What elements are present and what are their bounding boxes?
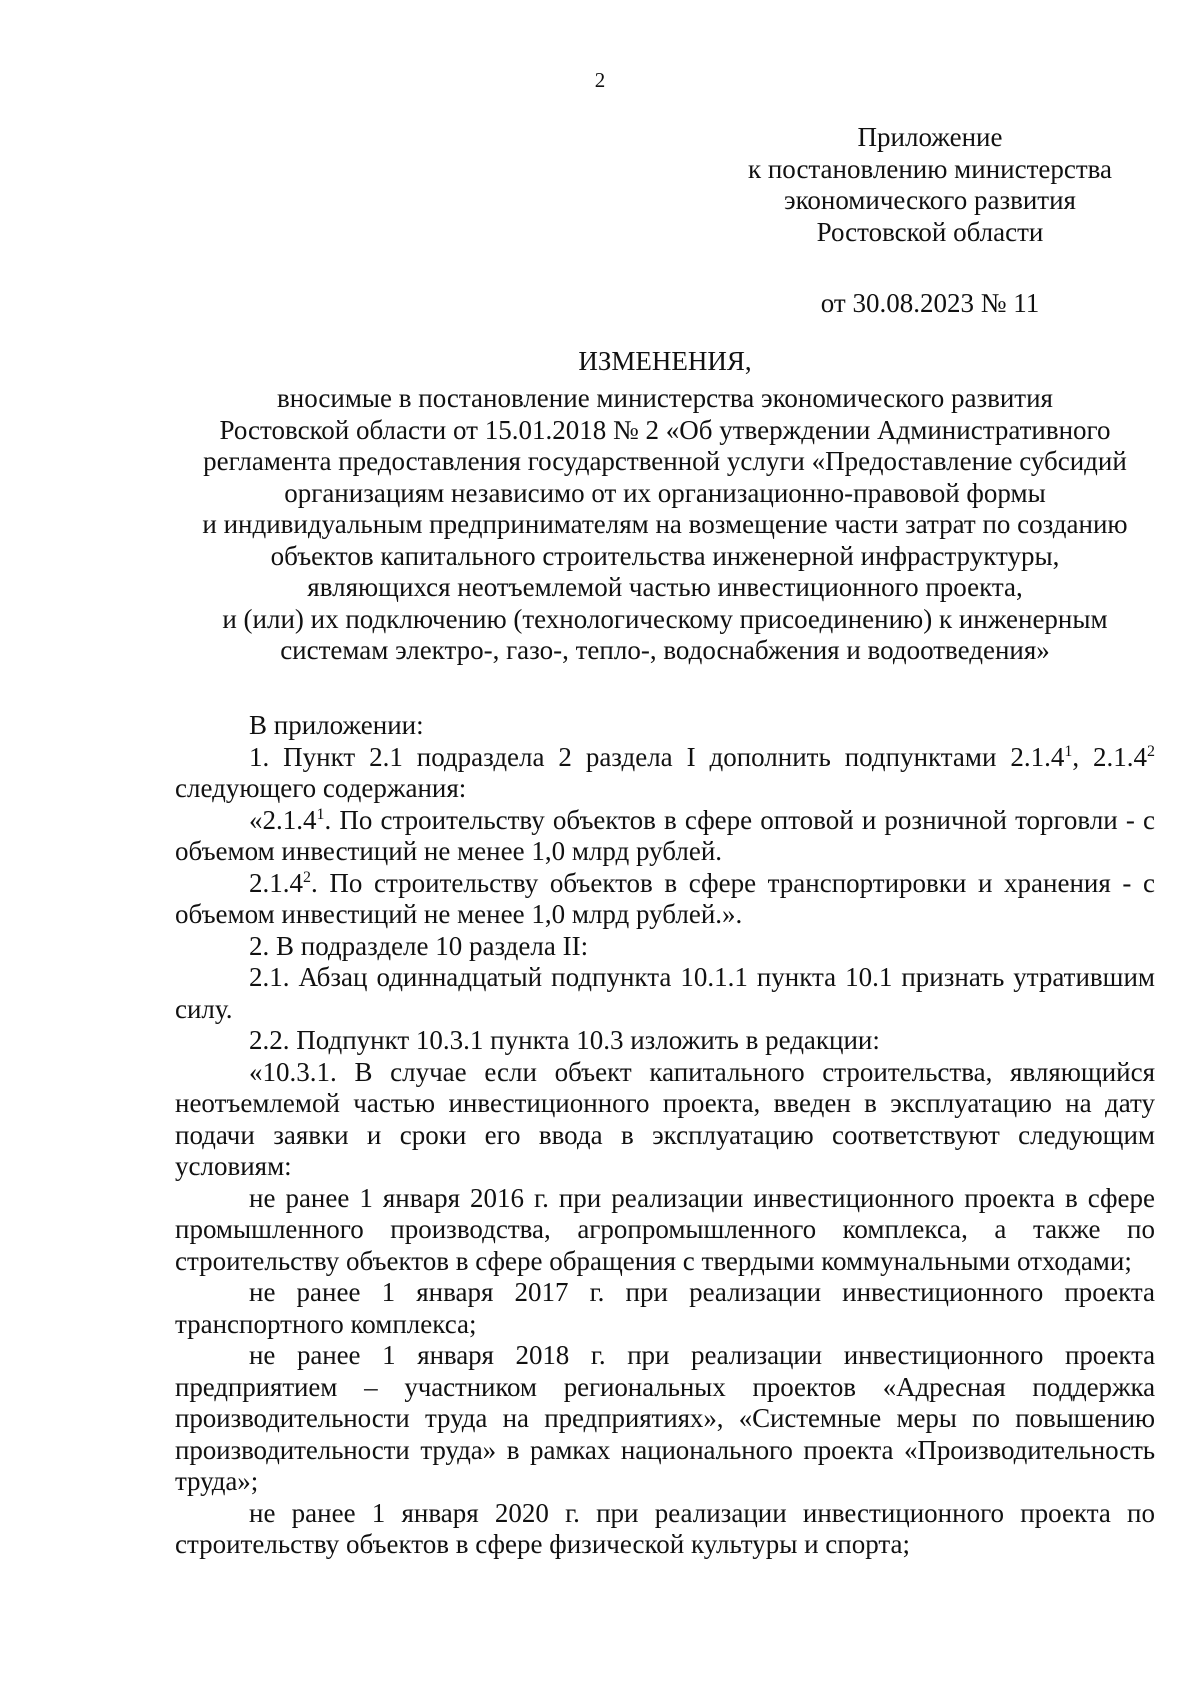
paragraph: не ранее 1 января 2018 г. при реализации инвестиционного проекта предприятием – участником региональных проектов «Адресная поддержка производительности труда на предприятиях», «Системные меры по повышению производительности труда» в рамках национального проекта «Производительность труда»; (175, 1340, 1155, 1496)
paragraph: В приложении: (249, 710, 424, 740)
changes-subtitle-line: объектов капитального строительства инженерной инфраструктуры, (270, 540, 1060, 571)
appendix-line: Ростовской области (816, 216, 1044, 247)
changes-subtitle-line: системам электро-, газо-, тепло-, водоснабжения и водоотведения» (280, 635, 1050, 665)
document-body (175, 710, 1155, 1561)
changes-subtitle-line: и индивидуальным предпринимателям на возмещение части затрат по созданию (202, 509, 1128, 539)
paragraph-text: следующего содержания: (175, 773, 467, 803)
appendix-line: к постановлению министерства (747, 153, 1113, 184)
paragraph (175, 742, 1155, 805)
appendix-date: от 30.08.2023 № 11 (820, 288, 1040, 318)
changes-subtitle-line: организациям независимо от их организационно-правовой формы (284, 477, 1046, 508)
changes-subtitle-line: Ростовской области от 15.01.2018 № 2 «Об утверждении Административного (219, 414, 1111, 445)
paragraph-text: . По строительству объектов в сфере транспортировки и хранения - с объемом инвестиций не менее 1,0 млрд рублей.». (175, 867, 1155, 929)
appendix-line: экономического развития (784, 185, 1076, 215)
paragraph (175, 868, 1155, 931)
superscript: 2 (1147, 742, 1156, 760)
paragraph: не ранее 1 января 2017 г. при реализации инвестиционного проекта транспортного комплекса; (175, 1277, 1155, 1339)
paragraph-text: 2.1.4 (249, 867, 303, 898)
paragraph: не ранее 1 января 2020 г. при реализации инвестиционного проекта по строительству объектов в сфере физической культуры и спорта; (175, 1497, 1155, 1559)
superscript: 1 (316, 805, 325, 823)
changes-subtitle-line: вносимые в постановление министерства экономического развития (277, 383, 1053, 413)
changes-subtitle-line: и (или) их подключению (технологическому присоединению) к инженерным (222, 603, 1108, 634)
appendix-line: Приложение (857, 122, 1003, 152)
appendix-header (700, 122, 1160, 248)
paragraph (175, 805, 1155, 868)
superscript: 2 (303, 868, 311, 886)
paragraph-text: , 2.1.4 (1072, 741, 1148, 772)
paragraph-text: . По строительству объектов в сфере оптовой и розничной торговли - с объемом инвестиций не менее 1,0 млрд рублей. (175, 804, 1155, 866)
paragraph: не ранее 1 января 2016 г. при реализации инвестиционного проекта в сфере промышленного производства, агропромышленного комплекса, а также по строительству объектов в сфере обращения с твердыми коммунальными отходами; (175, 1182, 1155, 1276)
changes-subtitle-line: регламента предоставления государственной услуги «Предоставление субсидий (203, 446, 1127, 476)
paragraph-text: 1. Пункт 2.1 подраздела 2 раздела I дополнить подпунктами 2.1.4 (249, 741, 1065, 772)
paragraph: 2. В подразделе 10 раздела II: (249, 930, 589, 961)
changes-subtitle (175, 383, 1155, 667)
paragraph: 2.1. Абзац одиннадцатый подпункта 10.1.1 пункта 10.1 признать утратившим силу. (175, 962, 1155, 1024)
changes-subtitle-line: являющихся неотъемлемой частью инвестиционного проекта, (307, 572, 1023, 602)
superscript: 1 (1064, 742, 1073, 760)
paragraph-text: «2.1.4 (249, 804, 317, 835)
changes-title: ИЗМЕНЕНИЯ, (578, 346, 752, 376)
paragraph: «10.3.1. В случае если объект капитального строительства, являющийся неотъемлемой частью инвестиционного проекта, введен в эксплуатацию на дату подачи заявки и сроки его ввода в эксплуатацию соответствуют следующим условиям: (175, 1056, 1155, 1181)
paragraph: 2.2. Подпункт 10.3.1 пункта 10.3 изложить в редакции: (249, 1025, 880, 1055)
page-number: 2 (594, 68, 606, 92)
